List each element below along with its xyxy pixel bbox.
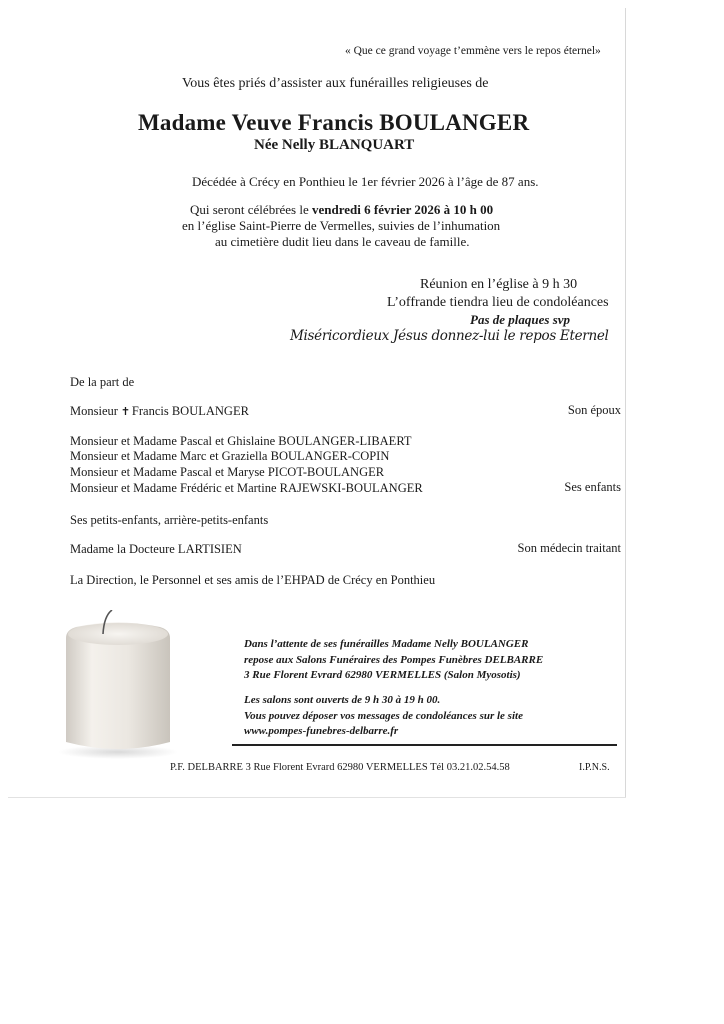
cross-icon: ✝ <box>120 406 131 418</box>
ceremony-date: vendredi 6 février 2026 à 10 h 00 <box>312 202 494 217</box>
ceremony-burial-line: au cimetière dudit lieu dans le caveau de famille. <box>215 234 470 249</box>
child-line: Monsieur et Madame Pascal et Ghislaine BOULANGER-LIBAERT <box>70 434 412 448</box>
doctor-relation: Son médecin traitant <box>517 541 621 555</box>
page-edge-bottom <box>8 797 626 798</box>
ehpad-line: La Direction, le Personnel et ses amis de l’EHPAD de Crécy en Ponthieu <box>70 573 436 587</box>
no-plaques-note: Pas de plaques svp <box>470 312 571 327</box>
husband-name: Francis BOULANGER <box>131 404 249 418</box>
maiden-name: Née Nelly BLANQUART <box>254 137 415 153</box>
grandchildren-line: Ses petits-enfants, arrière-petits-enfants <box>70 513 269 527</box>
candle-image <box>56 610 186 760</box>
reunion-note: Réunion en l’église à 9 h 30 <box>420 277 578 292</box>
page-edge-right <box>625 8 626 798</box>
deceased-name: Madame Veuve Francis BOULANGER <box>138 110 530 135</box>
child-line: Monsieur et Madame Marc et Graziella BOULANGER-COPIN <box>70 449 390 463</box>
ceremony-prefix: Qui seront célébrées le <box>190 202 313 217</box>
epigraph-quote: « Que ce grand voyage t’emmène vers le repos éternel» <box>345 45 601 57</box>
doctor-line: Madame la Docteure LARTISIEN <box>70 542 242 556</box>
child-line: Monsieur et Madame Pascal et Maryse PICOT-BOULANGER <box>70 465 385 479</box>
website-link[interactable]: www.pompes-funebres-delbarre.fr <box>244 725 399 737</box>
footer-address: P.F. DELBARRE 3 Rue Florent Evrard 62980 VERMELLES Tél 03.21.02.54.58 <box>170 762 510 773</box>
info-line: Les salons sont ouverts de 9 h 30 à 19 h 00. <box>244 694 441 706</box>
husband-prefix: Monsieur <box>70 404 118 418</box>
ceremony-date-line <box>190 202 493 218</box>
family-intro: De la part de <box>70 375 135 389</box>
husband-relation: Son époux <box>567 403 621 417</box>
info-line: 3 Rue Florent Evrard 62980 VERMELLES (Salon Myosotis) <box>244 669 521 681</box>
offrande-note: L’offrande tiendra lieu de condoléances <box>387 295 609 310</box>
invitation-line: Vous êtes priés d’assister aux funérailles religieuses de <box>182 76 489 91</box>
info-line: Dans l’attente de ses funérailles Madame Nelly BOULANGER <box>244 638 529 650</box>
ceremony-church-line: en l’église Saint-Pierre de Vermelles, suivies de l’inhumation <box>182 218 501 233</box>
children-relation: Ses enfants <box>564 480 621 494</box>
child-line: Monsieur et Madame Frédéric et Martine RAJEWSKI-BOULANGER <box>70 481 423 495</box>
husband-line <box>70 404 249 419</box>
divider-rule <box>232 744 617 746</box>
info-line: repose aux Salons Funéraires des Pompes Funèbres DELBARRE <box>244 654 544 666</box>
death-statement: Décédée à Crécy en Ponthieu le 1er février 2026 à l’âge de 87 ans. <box>192 174 539 189</box>
prayer-line: Miséricordieux Jésus donnez-lui le repos Eternel <box>290 328 609 344</box>
info-line: Vous pouvez déposer vos messages de condoléances sur le site <box>244 710 523 722</box>
footer-ipns: I.P.N.S. <box>579 762 610 773</box>
